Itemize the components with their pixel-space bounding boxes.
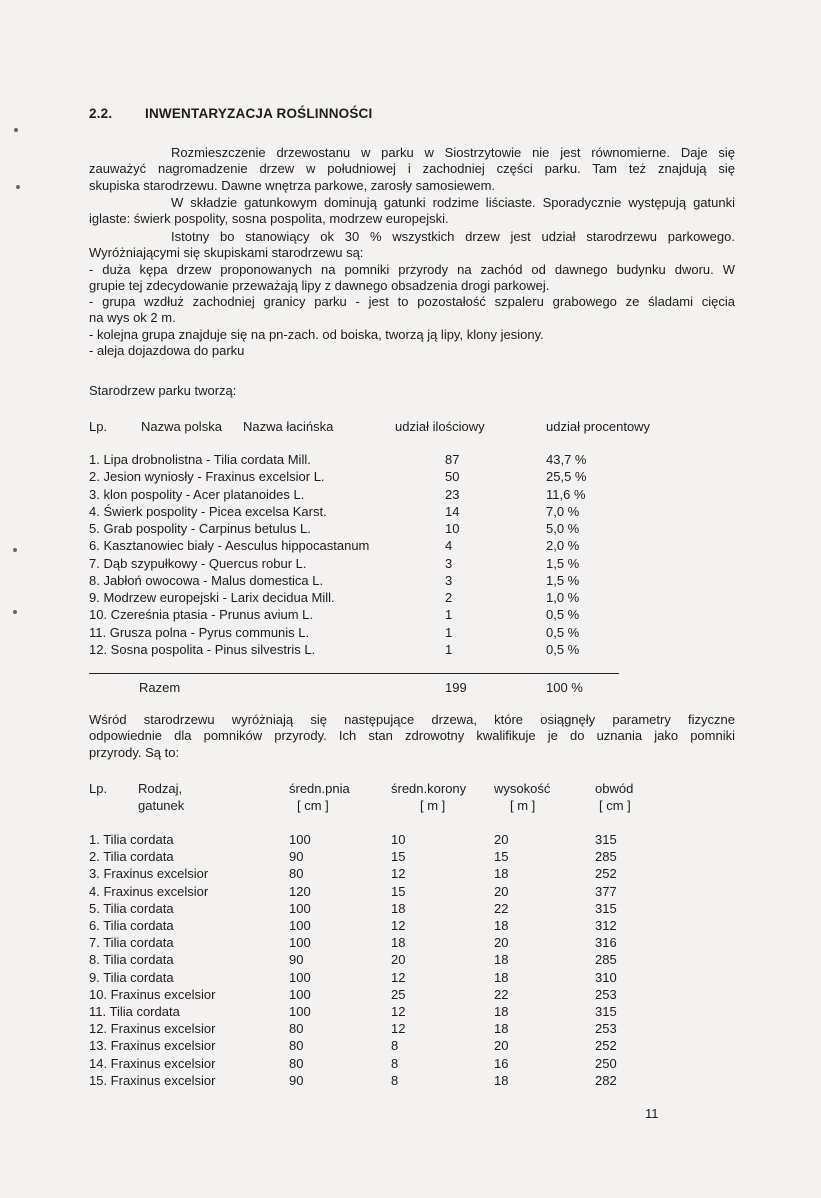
crown-diameter: 12 bbox=[391, 1021, 406, 1037]
trunk-circumference: 312 bbox=[595, 918, 617, 933]
trunk-circumference: 253 bbox=[595, 1021, 617, 1037]
total-qty: 199 bbox=[445, 680, 467, 695]
trunk-diameter: 100 bbox=[289, 969, 311, 985]
trunk-diameter: 100 bbox=[289, 832, 311, 847]
tree-height: 20 bbox=[494, 883, 509, 899]
crown-diameter: 25 bbox=[391, 986, 406, 1002]
trunk-diameter: 120 bbox=[289, 883, 311, 899]
text-line: - duża kępa drzew proponowanych na pomniki przyrody na zachód od dawnego budynku dworu. W bbox=[89, 261, 735, 277]
scan-speck bbox=[13, 548, 17, 552]
trunk-circumference: 252 bbox=[595, 1038, 617, 1054]
text-line: Wyróżniającymi się skupiskami starodrzewu są: bbox=[89, 245, 364, 261]
header-lp: Lp. bbox=[89, 419, 108, 434]
text-line: - kolejna grupa znajduje się na pn-zach. od boiska, tworzą ją lipy, klony jesiony. bbox=[89, 326, 544, 342]
trunk-diameter: 80 bbox=[289, 866, 304, 882]
species-name: 7. Dąb szypułkowy - Quercus robur L. bbox=[89, 555, 307, 571]
tree-name: 13. Fraxinus excelsior bbox=[89, 1038, 216, 1054]
trunk-circumference: 315 bbox=[595, 1004, 617, 1019]
tree-height: 22 bbox=[494, 986, 509, 1002]
section-title: INWENTARYZACJA ROŚLINNOŚCI bbox=[145, 106, 373, 121]
crown-diameter: 20 bbox=[391, 952, 406, 968]
tree-height: 22 bbox=[494, 900, 509, 916]
species-pct: 2,0 % bbox=[546, 538, 580, 554]
species-pct: 11,6 % bbox=[546, 486, 586, 502]
tree-name: 9. Tilia cordata bbox=[89, 969, 174, 985]
total-label: Razem bbox=[139, 680, 181, 695]
scan-speck bbox=[13, 610, 17, 614]
header-qty: udział ilościowy bbox=[395, 419, 485, 434]
species-qty: 14 bbox=[445, 503, 460, 519]
crown-diameter: 8 bbox=[391, 1055, 399, 1071]
species-name: 6. Kasztanowiec biały - Aesculus hippocastanum bbox=[89, 538, 370, 554]
trunk-circumference: 377 bbox=[595, 883, 617, 899]
species-pct: 1,0 % bbox=[546, 590, 580, 605]
trunk-circumference: 285 bbox=[595, 849, 617, 865]
trunk-circumference: 316 bbox=[595, 935, 617, 951]
header-obw-unit: [ cm ] bbox=[599, 798, 631, 813]
trunk-circumference: 315 bbox=[595, 900, 617, 916]
tree-name: 2. Tilia cordata bbox=[89, 849, 174, 865]
paragraph-distribution bbox=[89, 145, 735, 194]
crown-diameter: 10 bbox=[391, 832, 406, 847]
tree-height: 18 bbox=[494, 1072, 509, 1088]
header-wys: wysokość bbox=[494, 781, 551, 796]
header-pien: średn.pnia bbox=[289, 781, 350, 796]
header-pct: udział procentowy bbox=[546, 419, 651, 434]
tree-height: 18 bbox=[494, 952, 509, 968]
species-name: 3. klon pospolity - Acer platanoides L. bbox=[89, 486, 305, 502]
species-pct: 1,5 % bbox=[546, 555, 580, 571]
text-line: na wys ok 2 m. bbox=[89, 310, 176, 326]
species-pct: 43,7 % bbox=[546, 452, 587, 467]
species-name: 11. Grusza polna - Pyrus communis L. bbox=[89, 624, 310, 640]
species-name: 1. Lipa drobnolistna - Tilia cordata Mill. bbox=[89, 452, 311, 467]
crown-diameter: 12 bbox=[391, 1004, 406, 1019]
paragraph-old-trees bbox=[89, 229, 735, 359]
header-gatunek: gatunek bbox=[138, 798, 185, 813]
species-pct: 0,5 % bbox=[546, 641, 580, 657]
tree-name: 8. Tilia cordata bbox=[89, 952, 174, 968]
tree-name: 1. Tilia cordata bbox=[89, 832, 174, 847]
total-pct: 100 % bbox=[546, 680, 583, 695]
tree-height: 18 bbox=[494, 866, 509, 882]
crown-diameter: 12 bbox=[391, 918, 406, 933]
species-pct: 0,5 % bbox=[546, 624, 580, 640]
text-line: Rozmieszczenie drzewostanu w parku w Siostrzytowie nie jest równomierne. Daje się bbox=[171, 145, 735, 160]
text-line: zauważyć nagromadzenie drzew w południowej i zachodniej części parku. Tam też znajdują się bbox=[89, 161, 735, 177]
species-name: 4. Świerk pospolity - Picea excelsa Karst. bbox=[89, 503, 327, 519]
trunk-diameter: 100 bbox=[289, 1004, 311, 1019]
trunk-circumference: 310 bbox=[595, 969, 617, 985]
trunk-diameter: 80 bbox=[289, 1055, 304, 1071]
tree-name: 15. Fraxinus excelsior bbox=[89, 1072, 216, 1088]
trunk-diameter: 80 bbox=[289, 1021, 304, 1037]
header-wys-unit: [ m ] bbox=[510, 798, 536, 813]
trunk-diameter: 90 bbox=[289, 1072, 304, 1088]
text-line: grupie tej zdecydowanie przeważają lipy z dawnego obsadzenia drogi parkowej. bbox=[89, 277, 550, 293]
crown-diameter: 18 bbox=[391, 935, 406, 951]
tree-height: 20 bbox=[494, 1038, 509, 1054]
paragraph-intro-table1 bbox=[89, 383, 735, 399]
crown-diameter: 12 bbox=[391, 866, 406, 882]
crown-diameter: 8 bbox=[391, 1072, 399, 1088]
paragraph-species bbox=[89, 195, 735, 228]
tree-name: 3. Fraxinus excelsior bbox=[89, 866, 209, 882]
trunk-circumference: 253 bbox=[595, 986, 617, 1002]
trunk-diameter: 90 bbox=[289, 952, 304, 968]
trunk-circumference: 285 bbox=[595, 952, 617, 968]
tree-name: 11. Tilia cordata bbox=[89, 1004, 180, 1019]
scan-speck bbox=[14, 128, 18, 132]
section-heading bbox=[89, 106, 372, 121]
species-name: 10. Czereśnia ptasia - Prunus avium L. bbox=[89, 607, 313, 623]
header-rodzaj: Rodzaj, bbox=[138, 781, 183, 796]
tree-height: 20 bbox=[494, 935, 509, 951]
text-line: W składzie gatunkowym dominują gatunki rodzime liściaste. Sporadycznie występują gatunki bbox=[171, 195, 735, 210]
tree-height: 18 bbox=[494, 1004, 509, 1019]
tree-name: 7. Tilia cordata bbox=[89, 935, 174, 951]
section-number: 2.2. bbox=[89, 106, 113, 121]
tree-height: 16 bbox=[494, 1055, 509, 1071]
crown-diameter: 18 bbox=[391, 900, 406, 916]
species-qty: 4 bbox=[445, 538, 453, 554]
species-qty: 50 bbox=[445, 469, 460, 485]
text-line: skupiska starodrzewu. Dawne wnętrza parkowe, zarosły samosiewem. bbox=[89, 177, 496, 193]
text-line: Wśród starodrzewu wyróżniają się następujące drzewa, które osiągnęły parametry fizyczne bbox=[89, 712, 735, 727]
species-name: 8. Jabłoń owocowa - Malus domestica L. bbox=[89, 572, 324, 588]
species-qty: 3 bbox=[445, 555, 453, 571]
species-qty: 1 bbox=[445, 607, 453, 623]
paragraph-monuments bbox=[89, 712, 735, 761]
species-qty: 10 bbox=[445, 521, 460, 536]
scan-speck bbox=[16, 185, 20, 189]
tree-name: 4. Fraxinus excelsior bbox=[89, 883, 209, 899]
text-line: odpowiednie dla pomników przyrody. Ich stan zdrowotny kwalifikuje je do uznania jako pomniki bbox=[89, 728, 735, 744]
species-pct: 5,0 % bbox=[546, 521, 580, 536]
species-name: 5. Grab pospolity - Carpinus betulus L. bbox=[89, 521, 311, 536]
header-name-pl: Nazwa polska bbox=[141, 419, 222, 434]
tree-height: 18 bbox=[494, 1021, 509, 1037]
tree-height: 18 bbox=[494, 918, 509, 933]
tree-name: 12. Fraxinus excelsior bbox=[89, 1021, 216, 1037]
header-name-lat: Nazwa łacińska bbox=[243, 419, 334, 434]
tree-height: 18 bbox=[494, 969, 509, 985]
tree-name: 6. Tilia cordata bbox=[89, 918, 174, 933]
species-pct: 0,5 % bbox=[546, 607, 580, 623]
crown-diameter: 8 bbox=[391, 1038, 399, 1054]
table-divider bbox=[89, 673, 619, 674]
tree-name: 5. Tilia cordata bbox=[89, 900, 174, 916]
species-qty: 3 bbox=[445, 572, 453, 588]
text-line: Istotny bo stanowiący ok 30 % wszystkich drzew jest udział starodrzewu parkowego. bbox=[171, 229, 735, 244]
species-qty: 23 bbox=[445, 486, 460, 502]
header-korona-unit: [ m ] bbox=[420, 798, 446, 813]
tree-name: 14. Fraxinus excelsior bbox=[89, 1055, 216, 1071]
crown-diameter: 15 bbox=[391, 849, 406, 865]
page-number: 11 bbox=[645, 1106, 659, 1121]
species-pct: 1,5 % bbox=[546, 572, 580, 588]
species-name: 12. Sosna pospolita - Pinus silvestris L. bbox=[89, 641, 316, 657]
species-name: 2. Jesion wyniosły - Fraxinus excelsior L. bbox=[89, 469, 325, 485]
species-qty: 1 bbox=[445, 624, 453, 640]
crown-diameter: 15 bbox=[391, 883, 406, 899]
trunk-diameter: 80 bbox=[289, 1038, 304, 1054]
trunk-diameter: 100 bbox=[289, 918, 311, 933]
text-line: - aleja dojazdowa do parku bbox=[89, 343, 245, 359]
header-obw: obwód bbox=[595, 781, 634, 796]
species-name: 9. Modrzew europejski - Larix decidua Mill. bbox=[89, 590, 335, 605]
text-line: Starodrzew parku tworzą: bbox=[89, 383, 237, 398]
text-line: iglaste: świerk pospolity, sosna pospolita, modrzew europejski. bbox=[89, 211, 449, 227]
species-qty: 87 bbox=[445, 452, 460, 467]
crown-diameter: 12 bbox=[391, 969, 406, 985]
tree-height: 15 bbox=[494, 849, 509, 865]
trunk-circumference: 250 bbox=[595, 1055, 617, 1071]
header-korona: średn.korony bbox=[391, 781, 467, 796]
species-qty: 2 bbox=[445, 590, 453, 605]
species-pct: 7,0 % bbox=[546, 503, 580, 519]
text-line: - grupa wzdłuż zachodniej granicy parku - jest to pozostałość szpaleru grabowego ze śladami cięcia bbox=[89, 294, 735, 310]
species-pct: 25,5 % bbox=[546, 469, 587, 485]
tree-name: 10. Fraxinus excelsior bbox=[89, 986, 216, 1002]
trunk-circumference: 315 bbox=[595, 832, 617, 847]
tree-height: 20 bbox=[494, 832, 509, 847]
trunk-circumference: 252 bbox=[595, 866, 617, 882]
species-qty: 1 bbox=[445, 641, 453, 657]
header-pien-unit: [ cm ] bbox=[297, 798, 329, 813]
trunk-diameter: 100 bbox=[289, 900, 311, 916]
trunk-circumference: 282 bbox=[595, 1072, 617, 1088]
trunk-diameter: 100 bbox=[289, 935, 311, 951]
trunk-diameter: 100 bbox=[289, 986, 311, 1002]
text-line: przyrody. Są to: bbox=[89, 744, 180, 760]
header-lp: Lp. bbox=[89, 781, 108, 796]
trunk-diameter: 90 bbox=[289, 849, 304, 865]
